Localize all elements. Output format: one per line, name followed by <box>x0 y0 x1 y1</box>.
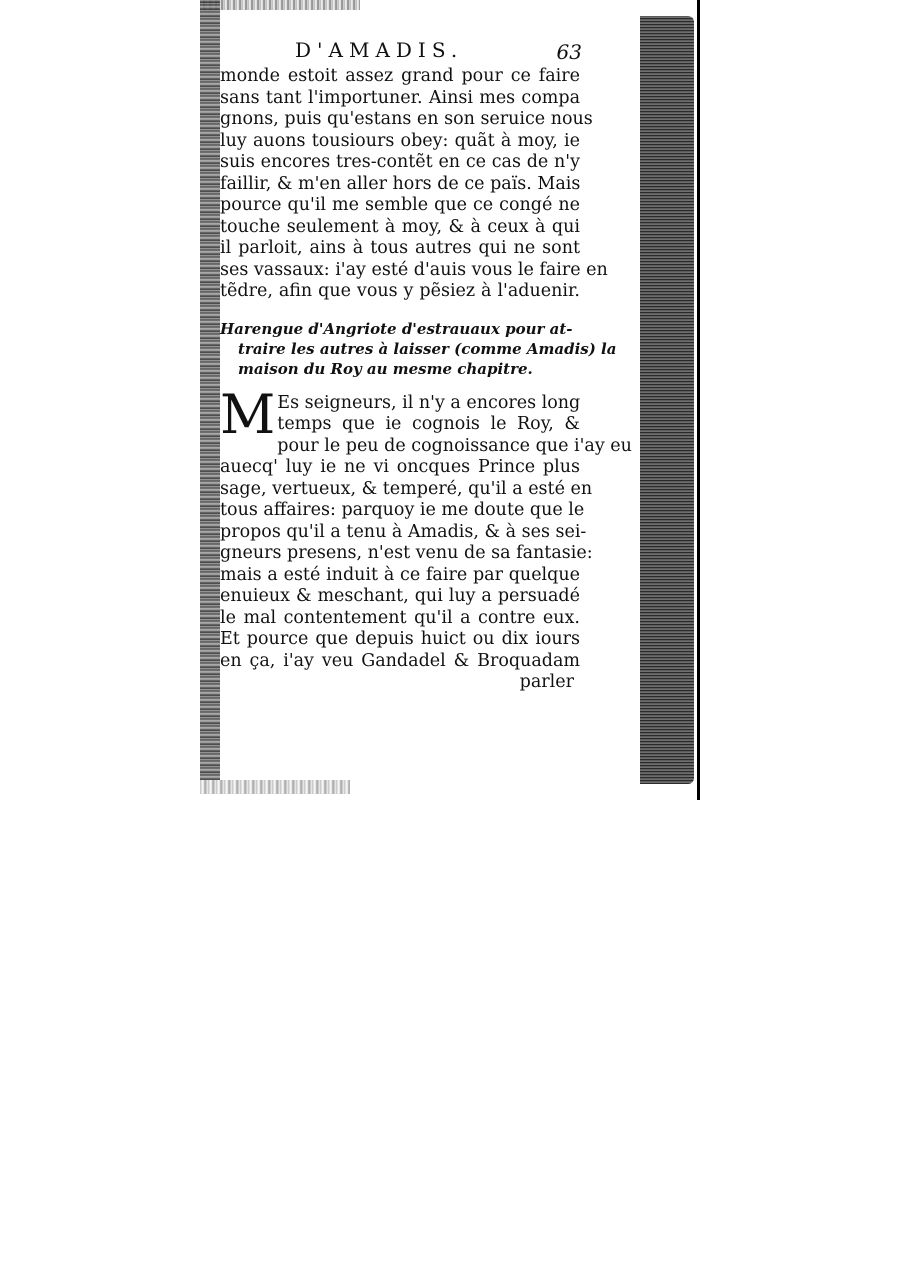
text-line: suis encores tres-contẽt en ce cas de n'y <box>220 152 580 172</box>
text-line: le mal contentement qu'il a contre eux. <box>220 607 580 628</box>
text-line: luy auons tousiours obey: quãt à moy, ie <box>220 130 580 151</box>
text-line: il parloit, ains à tous autres qui ne sont <box>220 238 580 258</box>
page-top-edge <box>200 0 360 10</box>
text-line: monde estoit assez grand pour ce faire <box>220 66 580 86</box>
text-line: Es seigneurs, il n'y a encores long <box>277 392 581 413</box>
scan-border-line <box>697 0 700 800</box>
book-left-edge <box>200 0 220 780</box>
text-line: gneurs presens, n'est venu de sa fantasie: <box>220 543 593 563</box>
text-line: tẽdre, afin que vous y pẽsiez à l'aduenir. <box>220 281 580 301</box>
text-line: faillir, & m'en aller hors de ce païs. Mais <box>220 173 581 194</box>
catchword: parler <box>519 672 574 692</box>
page-bottom-edge <box>200 780 350 794</box>
running-head-title: D'AMADIS. <box>295 38 464 62</box>
text-line: tous affaires: parquoy ie me doute que le <box>220 500 585 520</box>
text-line: auecq' luy ie ne vi oncques Prince plus <box>220 457 580 477</box>
heading-line: traire les autres à laisser (comme Amadis) la <box>238 339 617 358</box>
paragraph-2 <box>220 382 632 694</box>
paragraph-1 <box>220 66 608 303</box>
running-head <box>220 40 580 66</box>
text-line: pour le peu de cognoissance que i'ay eu <box>277 435 632 456</box>
page-number: 63 <box>556 40 582 64</box>
heading-line: Harengue d'Angriote d'estrauaux pour at- <box>220 319 573 338</box>
text-line: ses vassaux: i'ay esté d'auis vous le faire en <box>220 259 608 280</box>
text-line: pource qu'il me semble que ce congé ne <box>220 195 580 215</box>
page-text-block <box>220 38 632 694</box>
heading-line: maison du Roy au mesme chapitre. <box>238 359 533 378</box>
text-line: sans tant l'importuner. Ainsi mes compa <box>220 87 580 108</box>
text-line: gnons, puis qu'estans en son seruice nous <box>220 109 593 129</box>
drop-cap: M <box>220 382 276 446</box>
section-heading <box>220 319 617 379</box>
book-spine <box>640 16 694 784</box>
text-line: propos qu'il a tenu à Amadis, & à ses sei- <box>220 521 587 542</box>
text-line: mais a esté induit à ce faire par quelque <box>220 564 580 585</box>
text-line: touche seulement à moy, & à ceux à qui <box>220 216 580 237</box>
text-line: sage, vertueux, & temperé, qu'il a esté en <box>220 478 593 499</box>
text-line: temps que ie cognois le Roy, & <box>277 414 580 434</box>
text-line: en ça, i'ay veu Gandadel & Broquadam <box>220 650 580 671</box>
text-line: enuieux & meschant, qui luy a persuadé <box>220 586 580 606</box>
scanned-book-page <box>200 0 700 800</box>
text-line: Et pource que depuis huict ou dix iours <box>220 629 580 649</box>
